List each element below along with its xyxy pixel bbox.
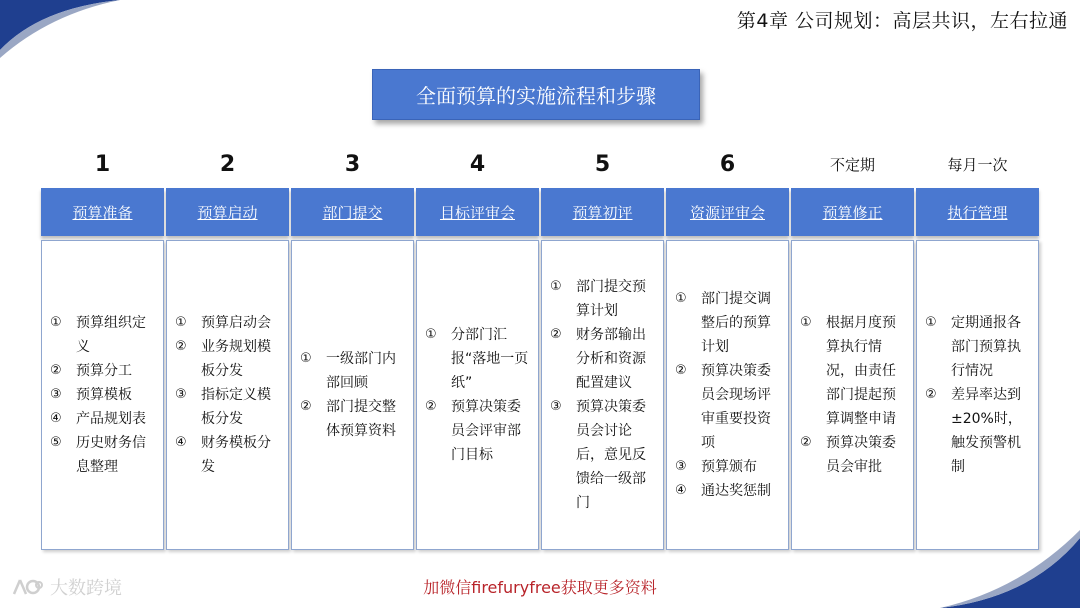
item-number: ②: [800, 435, 812, 450]
step-number: 3: [344, 152, 361, 177]
process-column: [165, 188, 290, 550]
list-item: [550, 395, 657, 515]
item-text: 部门提交整体预算资料: [326, 399, 396, 439]
step-list: [792, 311, 913, 479]
item-number: ②: [50, 363, 62, 378]
main-title-text: 全面预算的实施流程和步骤: [416, 84, 656, 108]
column-header-link[interactable]: 预算准备: [41, 188, 164, 236]
item-text: 通达奖惩制: [701, 483, 771, 499]
item-text: 预算颁布: [701, 459, 757, 475]
item-text: 预算组织定义: [76, 315, 146, 355]
step-list: [417, 323, 538, 467]
process-column: [790, 188, 915, 550]
process-column: [415, 188, 540, 550]
column-body: [416, 240, 539, 550]
item-text: 业务规划模板分发: [201, 339, 271, 379]
item-text: 产品规划表: [76, 411, 146, 427]
list-item: [50, 431, 157, 479]
column-body: [291, 240, 414, 550]
list-item: [50, 383, 157, 407]
list-item: [425, 323, 532, 395]
list-item: [925, 311, 1032, 383]
item-text: 预算决策委员会评审部门目标: [451, 399, 521, 463]
list-item: [675, 287, 782, 359]
list-item: [425, 395, 532, 467]
item-number: ④: [175, 435, 187, 450]
item-text: 预算决策委员会审批: [826, 435, 896, 475]
item-text: 预算模板: [76, 387, 132, 403]
item-text: 预算启动会: [201, 315, 271, 331]
item-text: 差异率达到±20%时，触发预警机制: [951, 387, 1022, 475]
corner-decoration-top-left: [0, 0, 120, 60]
item-number: ②: [300, 399, 312, 414]
column-header-link[interactable]: 预算修正: [791, 188, 914, 236]
process-column: [40, 188, 165, 550]
item-text: 分部门汇报“落地一页纸”: [451, 327, 529, 391]
list-item: [550, 275, 657, 323]
column-header-link[interactable]: 资源评审会: [666, 188, 789, 236]
step-list: [542, 275, 663, 515]
list-item: [50, 407, 157, 431]
item-number: ①: [550, 279, 562, 294]
column-header-link[interactable]: 部门提交: [291, 188, 414, 236]
item-number: ③: [50, 387, 62, 402]
item-text: 预算决策委员会现场评审重要投资项: [701, 363, 771, 451]
item-number: ①: [800, 315, 812, 330]
item-number: ④: [675, 483, 687, 498]
list-item: [800, 311, 907, 431]
item-number: ②: [175, 339, 187, 354]
item-number: ①: [425, 327, 437, 342]
item-text: 预算分工: [76, 363, 132, 379]
list-item: [675, 455, 782, 479]
column-body: [916, 240, 1039, 550]
item-number: ②: [425, 399, 437, 414]
item-text: 财务模板分发: [201, 435, 271, 475]
item-text: 预算决策委员会讨论后，意见反馈给一级部门: [576, 399, 646, 511]
step-list: [917, 311, 1038, 479]
item-number: ④: [50, 411, 62, 426]
item-number: ②: [550, 327, 562, 342]
process-column: [290, 188, 415, 550]
list-item: [550, 323, 657, 395]
item-text: 财务部输出分析和资源配置建议: [576, 327, 646, 391]
step-number: 4: [469, 152, 486, 177]
list-item: [50, 359, 157, 383]
step-number: 不定期: [829, 156, 875, 174]
process-column: [540, 188, 665, 550]
list-item: [175, 335, 282, 383]
list-item: [175, 431, 282, 479]
chapter-title: 第4章 公司规划：高层共识，左右拉通: [736, 10, 1068, 32]
item-number: ②: [675, 363, 687, 378]
item-text: 一级部门内部回顾: [326, 351, 396, 391]
step-number: 5: [594, 152, 611, 177]
step-number: 6: [719, 152, 736, 177]
list-item: [675, 479, 782, 503]
item-number: ①: [50, 315, 62, 330]
step-list: [167, 311, 288, 479]
item-number: ②: [925, 387, 937, 402]
footer-note: 加微信firefuryfree获取更多资料: [423, 578, 657, 597]
item-number: ③: [175, 387, 187, 402]
step-number: 每月一次: [947, 156, 1008, 174]
item-number: ③: [675, 459, 687, 474]
item-number: ③: [550, 399, 562, 414]
step-number: 2: [219, 152, 236, 177]
list-item: [175, 311, 282, 335]
item-text: 部门提交预算计划: [576, 279, 646, 319]
column-body: [791, 240, 914, 550]
item-number: ①: [675, 291, 687, 306]
column-body: [41, 240, 164, 550]
item-number: ①: [175, 315, 187, 330]
item-number: ①: [925, 315, 937, 330]
step-row: [40, 150, 1040, 180]
column-header-link[interactable]: 执行管理: [916, 188, 1039, 236]
column-body: [166, 240, 289, 550]
item-text: 部门提交调整后的预算计划: [701, 291, 771, 355]
column-header-link[interactable]: 预算启动: [166, 188, 289, 236]
list-item: [50, 311, 157, 359]
watermark-text: 大数跨境: [50, 578, 122, 599]
step-number: 1: [94, 152, 111, 177]
process-column: [915, 188, 1040, 550]
column-body: [666, 240, 789, 550]
list-item: [925, 383, 1032, 479]
step-list: [42, 311, 163, 479]
item-text: 指标定义模板分发: [201, 387, 271, 427]
column-body: [541, 240, 664, 550]
item-text: 历史财务信息整理: [76, 435, 146, 475]
list-item: [800, 431, 907, 479]
step-list: [667, 287, 788, 503]
main-title: [372, 69, 700, 120]
process-column: [665, 188, 790, 550]
list-item: [675, 359, 782, 455]
list-item: [300, 347, 407, 395]
list-item: [300, 395, 407, 443]
item-number: ⑤: [50, 435, 62, 450]
list-item: [175, 383, 282, 431]
step-list: [292, 347, 413, 443]
column-header-link[interactable]: 预算初评: [541, 188, 664, 236]
item-number: ①: [300, 351, 312, 366]
item-text: 定期通报各部门预算执行情况: [951, 315, 1021, 379]
item-text: 根据月度预算执行情况，由责任部门提起预算调整申请: [826, 315, 896, 427]
column-header-link[interactable]: 目标评审会: [416, 188, 539, 236]
process-columns: [40, 188, 1040, 550]
